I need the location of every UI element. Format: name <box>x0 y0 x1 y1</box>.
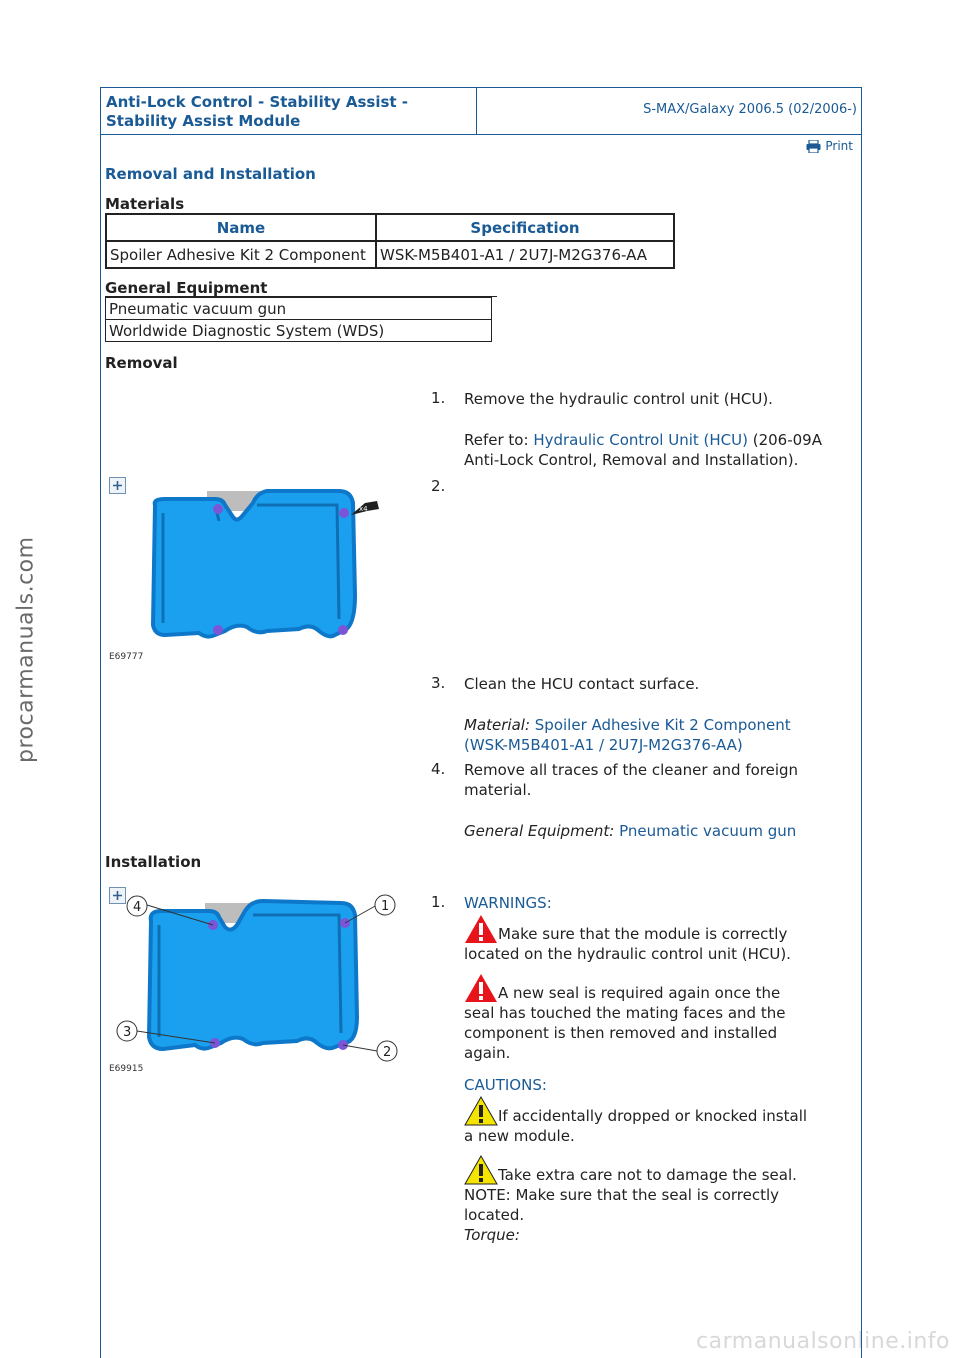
header-title <box>101 88 477 134</box>
warning-icon <box>464 914 498 944</box>
table-row <box>106 241 674 268</box>
table-row <box>106 298 492 320</box>
bottom-watermark: carmanualsonline.info <box>696 1329 950 1354</box>
material-label: Material: <box>464 716 530 734</box>
removal-step3-number: 3. <box>431 674 446 692</box>
printer-icon <box>806 140 821 153</box>
warning-2-line4: again. <box>464 1044 511 1062</box>
material-link[interactable]: Spoiler Adhesive Kit 2 Component <box>534 716 791 734</box>
fig2-code: E69915 <box>109 1064 144 1074</box>
removal-step3-material <box>464 715 849 755</box>
installation-figure <box>107 885 407 1077</box>
materials-header-row <box>106 214 674 241</box>
refer-prefix: Refer to: <box>464 431 529 449</box>
step4-line1: Remove all traces of the cleaner and foreign <box>464 761 799 779</box>
removal-step3-text: Clean the HCU contact surface. <box>464 675 700 693</box>
expand-image-icon[interactable] <box>109 887 126 904</box>
callout-2: 2 <box>383 1045 392 1060</box>
caution-2 <box>464 1155 849 1245</box>
removal-step4-text <box>464 760 849 800</box>
materials-col-name: Name <box>106 214 376 241</box>
materials-table <box>105 213 675 269</box>
header-title-line2: Stability Assist Module <box>106 112 301 130</box>
removal-step1-text: Remove the hydraulic control unit (HCU). <box>464 390 773 408</box>
removal-step4-equipment <box>464 821 849 841</box>
refer-rest-1: (206-09A <box>752 431 822 449</box>
hcu-link[interactable]: Hydraulic Control Unit (HCU) <box>533 431 748 449</box>
cautions-label: CAUTIONS: <box>464 1076 547 1094</box>
table-row <box>106 320 492 342</box>
section-title: Removal and Installation <box>105 165 316 183</box>
materials-heading: Materials <box>105 195 185 213</box>
materials-col-spec: Specification <box>376 214 674 241</box>
caution-2-line1: Take extra care not to damage the seal. <box>498 1166 797 1184</box>
caution-1-line1: If accidentally dropped or knocked install <box>498 1107 808 1125</box>
hcu-module-image <box>107 475 407 665</box>
warning-icon <box>464 973 498 1003</box>
caution-1 <box>464 1096 849 1146</box>
caution-icon <box>464 1155 498 1185</box>
callout-1: 1 <box>381 899 390 914</box>
warning-2-line3: component is then removed and installed <box>464 1024 778 1042</box>
equipment-item: Worldwide Diagnostic System (WDS) <box>106 320 492 342</box>
warning-2-line2: seal has touched the mating faces and the <box>464 1004 786 1022</box>
refer-rest-2: Anti-Lock Control, Removal and Installation). <box>464 451 799 469</box>
torque-label: Torque: <box>464 1226 520 1244</box>
removal-step4-number: 4. <box>431 760 446 778</box>
equipment-link[interactable]: Pneumatic vacuum gun <box>619 822 797 840</box>
note-line2: located. <box>464 1206 525 1224</box>
print-label: Print <box>825 139 853 153</box>
removal-step2-number: 2. <box>431 477 446 495</box>
equipment-table <box>105 297 492 342</box>
installation-heading: Installation <box>105 853 202 871</box>
warnings-label: WARNINGS: <box>464 894 552 912</box>
material-name: Spoiler Adhesive Kit 2 Component <box>106 241 376 268</box>
header-title-line1: Anti-Lock Control - Stability Assist - <box>106 93 409 111</box>
header-model: S-MAX/Galaxy 2006.5 (02/2006-) <box>643 102 857 117</box>
expand-image-icon[interactable] <box>109 477 126 494</box>
manual-page <box>100 87 862 1358</box>
install-step1-number: 1. <box>431 893 446 911</box>
material-link-spec[interactable]: (WSK-M5B401-A1 / 2U7J-M2G376-AA) <box>464 736 743 754</box>
hcu-seal-image <box>107 885 407 1077</box>
step4-line2: material. <box>464 781 532 799</box>
caution-icon <box>464 1096 498 1126</box>
warning-1 <box>464 914 849 964</box>
side-watermark: procarmanuals.com <box>13 536 39 764</box>
warning-2 <box>464 973 849 1063</box>
fig1-code: E69777 <box>109 652 144 662</box>
warning-1-line1: Make sure that the module is correctly <box>498 925 788 943</box>
callout-4: 4 <box>133 900 142 915</box>
removal-figure <box>107 475 407 665</box>
note-line1: NOTE: Make sure that the seal is correctly <box>464 1186 780 1204</box>
removal-step1-reference <box>464 430 849 470</box>
print-button[interactable] <box>806 139 853 153</box>
warning-2-line1: A new seal is required again once the <box>498 984 781 1002</box>
removal-heading: Removal <box>105 354 178 372</box>
callout-3: 3 <box>123 1025 132 1040</box>
equipment-heading: General Equipment <box>105 279 268 297</box>
equipment-item: Pneumatic vacuum gun <box>106 298 492 320</box>
page-header <box>101 87 861 135</box>
caution-1-line2: a new module. <box>464 1127 575 1145</box>
equipment-label: General Equipment: <box>464 822 615 840</box>
removal-step1-number: 1. <box>431 389 446 407</box>
material-spec: WSK-M5B401-A1 / 2U7J-M2G376-AA <box>376 241 674 268</box>
fig1-callout: x4 <box>359 505 368 513</box>
warning-1-line2: located on the hydraulic control unit (HCU). <box>464 945 791 963</box>
